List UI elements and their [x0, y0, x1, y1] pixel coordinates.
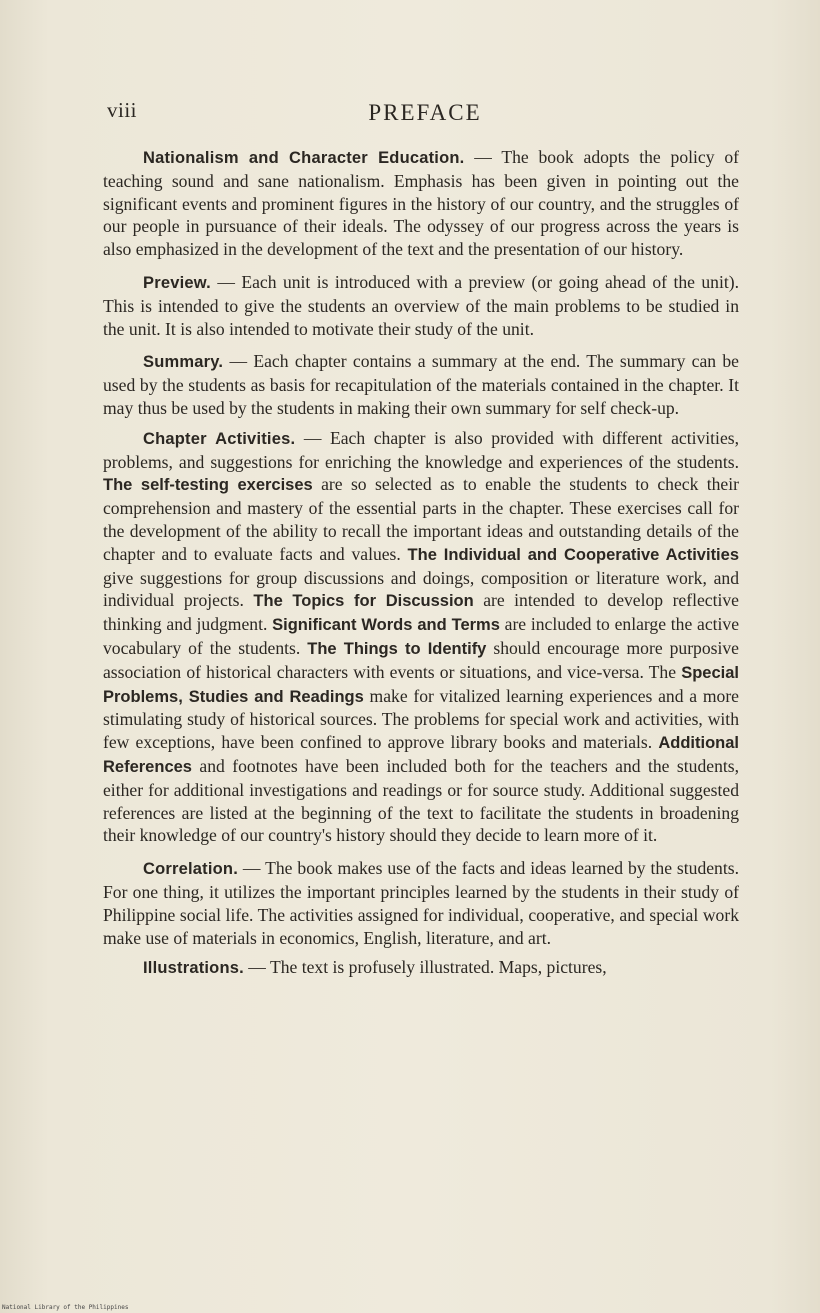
paragraph-preview	[103, 271, 739, 340]
paragraph-text: are intended to develop reflective thinking and judgment.	[103, 590, 739, 635]
paragraph-heading: Nationalism and Character Education.	[143, 149, 465, 167]
paragraph-correlation	[103, 857, 739, 949]
paragraph-text: — The book adopts the policy of teaching sound and sane nationalism. Emphasis has been given in pointing out the significant events and prominent figures in the history of our country, and the struggles of our people in pursuance of their ideals. The odyssey of our progress across the years is also emphasized in the development of the text and the presentation of our history.	[103, 147, 740, 260]
paragraph-heading: Preview.	[143, 273, 211, 292]
page-number: viii	[107, 98, 138, 122]
paragraph-illustrations	[103, 956, 739, 980]
paragraph-chapter-activities	[103, 427, 739, 847]
paragraph-text: are included to enlarge the active vocabulary of the students.	[103, 614, 740, 658]
paragraph-heading: Correlation.	[143, 860, 238, 879]
paragraph-text: — Each unit is introduced with a preview (or going ahead of the unit). This is intended to give the students an overview of the main problems to be studied in the unit. It is also intended to motivate their study of the unit.	[103, 271, 739, 339]
paragraph-text: — Each chapter is also provided with different activities, problems, and suggestions for enriching the knowledge and experiences of the students.	[103, 427, 739, 472]
bold-term: Significant Words and Terms	[272, 616, 500, 635]
paragraph-text: — Each chapter contains a summary at the end. The summary can be used by the students as basis for recapitulation of the materials contained in the chapter. It may thus be used by the students in making their own summary for self check-up.	[103, 351, 739, 418]
paragraph-text: should encourage more purposive association of historical characters with events or situations, and vice-versa. The	[103, 637, 739, 682]
running-head: PREFACE	[368, 100, 482, 125]
paragraph-summary	[103, 350, 739, 419]
paragraph-text: and footnotes have been included both for the teachers and the students, either for additional investigations and readings or for source study. Additional suggested references are listed at the beginning of the text to facilitate the students in broadening their knowledge of our country's history should they decide to learn more of it.	[103, 755, 739, 846]
scan-credit: National Library of the Philippines	[2, 1304, 129, 1311]
paragraph-text: make for vitalized learning experiences and a more stimulating study of historical sources. The problems for special work and activities, with few exceptions, have been confined to approve library books and materials.	[103, 685, 739, 753]
bold-term: The self-testing exercises	[103, 476, 313, 495]
bold-term: The Topics for Discussion	[253, 592, 474, 611]
paragraph-heading: Summary.	[143, 353, 224, 372]
paragraph-heading: Illustrations.	[143, 959, 244, 978]
paragraph-nationalism	[103, 146, 739, 261]
bold-term: The Things to Identify	[307, 639, 487, 658]
paragraph-text: — The book makes use of the facts and ideas learned by the students. For one thing, it utilizes the important principles learned by the students in their study of Philippine social life. The activities assigned for individual, cooperative, and special work make use of materials in economics, English, literature, and art.	[103, 858, 739, 948]
bold-term: Special Problems, Studies and Readings	[103, 663, 739, 706]
bold-term: The Individual and Cooperative Activities	[407, 545, 739, 564]
paragraph-text: give suggestions for group discussions and doings, composition or literature work, and individual projects.	[103, 567, 739, 611]
paragraph-text: are so selected as to enable the students to check their comprehension and mastery of the essential parts in the chapter. These exercises call for the development of the ability to recall the important ideas and outstanding details of the chapter and to evaluate facts and values.	[103, 474, 739, 564]
page-body	[103, 146, 739, 990]
paragraph-heading: Chapter Activities.	[143, 429, 296, 448]
bold-term: Additional References	[103, 734, 739, 776]
paragraph-text: — The text is profusely illustrated. Maps, pictures,	[243, 957, 607, 978]
